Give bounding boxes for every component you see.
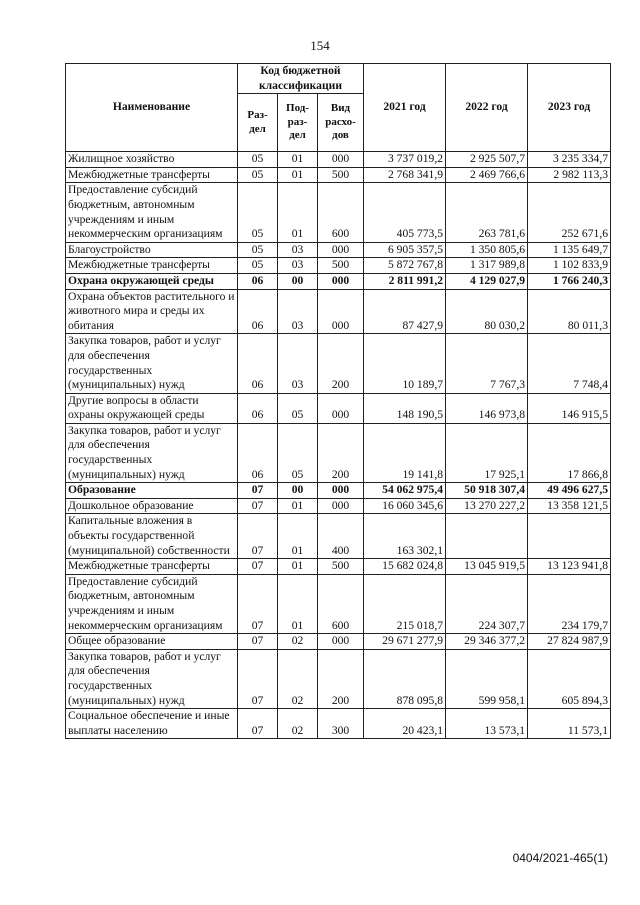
row-vid-rashodov: 000 [318, 242, 364, 258]
row-value-2022: 2 469 766,6 [446, 167, 528, 183]
row-name: Охрана объектов растительного и животного мира и среды их обитания [66, 289, 238, 334]
table-row [66, 498, 611, 514]
row-value-2022: 29 346 377,2 [446, 634, 528, 650]
row-value-2023 [528, 514, 611, 559]
row-value-2023: 2 982 113,3 [528, 167, 611, 183]
row-name: Охрана окружающей среды [66, 273, 238, 289]
row-name: Межбюджетные трансферты [66, 258, 238, 274]
row-podrazdel: 03 [278, 334, 318, 393]
table-row [66, 183, 611, 242]
row-vid-rashodov: 000 [318, 498, 364, 514]
row-value-2022: 13 270 227,2 [446, 498, 528, 514]
row-vid-rashodov: 200 [318, 334, 364, 393]
row-name: Закупка товаров, работ и услуг для обеспечения государственных (муниципальных) нужд [66, 649, 238, 708]
row-value-2022: 1 350 805,6 [446, 242, 528, 258]
row-name: Капитальные вложения в объекты государственной (муниципальной) собственности [66, 514, 238, 559]
row-podrazdel: 01 [278, 559, 318, 575]
row-value-2022: 4 129 027,9 [446, 273, 528, 289]
row-podrazdel: 03 [278, 242, 318, 258]
row-value-2022: 50 918 307,4 [446, 483, 528, 499]
table-row [66, 273, 611, 289]
row-value-2023: 1 766 240,3 [528, 273, 611, 289]
row-razdel: 07 [238, 574, 278, 633]
row-value-2021: 3 737 019,2 [364, 152, 446, 168]
document-code: 0404/2021-465(1) [512, 851, 608, 865]
row-value-2021: 20 423,1 [364, 709, 446, 739]
row-value-2022: 263 781,6 [446, 183, 528, 242]
header-vid-rashodov: Вид расхо-дов [318, 94, 364, 152]
row-value-2022 [446, 514, 528, 559]
row-name: Образование [66, 483, 238, 499]
row-value-2023: 80 011,3 [528, 289, 611, 334]
row-value-2021: 5 872 767,8 [364, 258, 446, 274]
table-row [66, 258, 611, 274]
page-number: 154 [310, 38, 330, 53]
row-name: Предоставление субсидий бюджетным, автономным учреждениям и иным некоммерческим организациям [66, 183, 238, 242]
row-value-2021: 2 768 341,9 [364, 167, 446, 183]
row-name: Жилищное хозяйство [66, 152, 238, 168]
row-value-2023: 7 748,4 [528, 334, 611, 393]
row-razdel: 07 [238, 709, 278, 739]
row-razdel: 06 [238, 289, 278, 334]
row-podrazdel: 01 [278, 152, 318, 168]
row-value-2022: 146 973,8 [446, 393, 528, 423]
row-podrazdel: 02 [278, 649, 318, 708]
row-razdel: 06 [238, 334, 278, 393]
table-row [66, 483, 611, 499]
row-razdel: 05 [238, 242, 278, 258]
row-vid-rashodov: 500 [318, 258, 364, 274]
row-value-2022: 1 317 989,8 [446, 258, 528, 274]
row-razdel: 07 [238, 634, 278, 650]
row-value-2021: 215 018,7 [364, 574, 446, 633]
row-name: Социальное обеспечение и иные выплаты населению [66, 709, 238, 739]
header-podrazdel: Под-раз-дел [278, 94, 318, 152]
row-razdel: 05 [238, 167, 278, 183]
row-value-2021: 29 671 277,9 [364, 634, 446, 650]
row-value-2021: 54 062 975,4 [364, 483, 446, 499]
row-razdel: 07 [238, 498, 278, 514]
row-vid-rashodov: 500 [318, 167, 364, 183]
row-podrazdel: 00 [278, 483, 318, 499]
row-razdel: 06 [238, 423, 278, 482]
header-code-group: Код бюджетной классификации [238, 64, 364, 94]
row-podrazdel: 01 [278, 167, 318, 183]
row-value-2023: 605 894,3 [528, 649, 611, 708]
row-podrazdel: 01 [278, 574, 318, 633]
row-razdel: 07 [238, 483, 278, 499]
row-name: Дошкольное образование [66, 498, 238, 514]
row-vid-rashodov: 200 [318, 649, 364, 708]
table-row [66, 709, 611, 739]
table-row [66, 289, 611, 334]
table-row [66, 152, 611, 168]
row-name: Другие вопросы в области охраны окружающей среды [66, 393, 238, 423]
row-razdel: 07 [238, 559, 278, 575]
row-razdel: 06 [238, 393, 278, 423]
row-razdel: 06 [238, 273, 278, 289]
row-value-2022: 13 045 919,5 [446, 559, 528, 575]
row-value-2023: 11 573,1 [528, 709, 611, 739]
row-value-2023: 1 135 649,7 [528, 242, 611, 258]
row-razdel: 07 [238, 649, 278, 708]
row-vid-rashodov: 600 [318, 574, 364, 633]
row-razdel: 05 [238, 258, 278, 274]
table-row [66, 559, 611, 575]
header-razdel: Раз-дел [238, 94, 278, 152]
row-value-2023: 27 824 987,9 [528, 634, 611, 650]
table-row [66, 167, 611, 183]
row-podrazdel: 01 [278, 498, 318, 514]
row-value-2023: 13 358 121,5 [528, 498, 611, 514]
row-razdel: 05 [238, 183, 278, 242]
budget-table [65, 63, 611, 739]
row-name: Благоустройство [66, 242, 238, 258]
row-value-2022: 224 307,7 [446, 574, 528, 633]
row-podrazdel: 02 [278, 709, 318, 739]
row-vid-rashodov: 600 [318, 183, 364, 242]
row-value-2021: 878 095,8 [364, 649, 446, 708]
row-podrazdel: 05 [278, 423, 318, 482]
row-vid-rashodov: 500 [318, 559, 364, 575]
row-value-2021: 87 427,9 [364, 289, 446, 334]
row-name: Предоставление субсидий бюджетным, автономным учреждениям и иным некоммерческим организациям [66, 574, 238, 633]
row-podrazdel: 01 [278, 514, 318, 559]
table-row [66, 242, 611, 258]
row-value-2023: 1 102 833,9 [528, 258, 611, 274]
row-vid-rashodov: 000 [318, 634, 364, 650]
row-vid-rashodov: 400 [318, 514, 364, 559]
row-value-2021: 163 302,1 [364, 514, 446, 559]
table-row [66, 393, 611, 423]
row-vid-rashodov: 000 [318, 483, 364, 499]
header-year-2022: 2022 год [446, 64, 528, 152]
table-row [66, 649, 611, 708]
row-value-2021: 15 682 024,8 [364, 559, 446, 575]
row-value-2023: 146 915,5 [528, 393, 611, 423]
table-row [66, 634, 611, 650]
row-value-2023: 49 496 627,5 [528, 483, 611, 499]
row-podrazdel: 03 [278, 289, 318, 334]
row-podrazdel: 00 [278, 273, 318, 289]
row-vid-rashodov: 000 [318, 152, 364, 168]
row-value-2021: 2 811 991,2 [364, 273, 446, 289]
row-value-2022: 13 573,1 [446, 709, 528, 739]
table-row [66, 423, 611, 482]
row-podrazdel: 02 [278, 634, 318, 650]
row-value-2023: 13 123 941,8 [528, 559, 611, 575]
table-row [66, 334, 611, 393]
row-name: Межбюджетные трансферты [66, 167, 238, 183]
row-value-2021: 405 773,5 [364, 183, 446, 242]
row-name: Закупка товаров, работ и услуг для обеспечения государственных (муниципальных) нужд [66, 334, 238, 393]
row-value-2023: 17 866,8 [528, 423, 611, 482]
header-year-2021: 2021 год [364, 64, 446, 152]
row-value-2023: 252 671,6 [528, 183, 611, 242]
row-value-2021: 10 189,7 [364, 334, 446, 393]
row-value-2022: 599 958,1 [446, 649, 528, 708]
row-vid-rashodov: 200 [318, 423, 364, 482]
table-row [66, 514, 611, 559]
row-value-2022: 7 767,3 [446, 334, 528, 393]
row-name: Межбюджетные трансферты [66, 559, 238, 575]
row-vid-rashodov: 000 [318, 273, 364, 289]
row-vid-rashodov: 000 [318, 289, 364, 334]
row-value-2021: 148 190,5 [364, 393, 446, 423]
row-value-2022: 17 925,1 [446, 423, 528, 482]
row-podrazdel: 01 [278, 183, 318, 242]
row-value-2021: 16 060 345,6 [364, 498, 446, 514]
row-vid-rashodov: 300 [318, 709, 364, 739]
header-name: Наименование [66, 64, 238, 152]
row-value-2022: 80 030,2 [446, 289, 528, 334]
row-name: Общее образование [66, 634, 238, 650]
row-value-2021: 6 905 357,5 [364, 242, 446, 258]
row-podrazdel: 05 [278, 393, 318, 423]
row-value-2023: 234 179,7 [528, 574, 611, 633]
header-year-2023: 2023 год [528, 64, 611, 152]
row-name: Закупка товаров, работ и услуг для обеспечения государственных (муниципальных) нужд [66, 423, 238, 482]
row-value-2022: 2 925 507,7 [446, 152, 528, 168]
table-row [66, 574, 611, 633]
row-vid-rashodov: 000 [318, 393, 364, 423]
row-value-2023: 3 235 334,7 [528, 152, 611, 168]
row-razdel: 07 [238, 514, 278, 559]
table-body [66, 152, 611, 739]
row-podrazdel: 03 [278, 258, 318, 274]
row-razdel: 05 [238, 152, 278, 168]
row-value-2021: 19 141,8 [364, 423, 446, 482]
